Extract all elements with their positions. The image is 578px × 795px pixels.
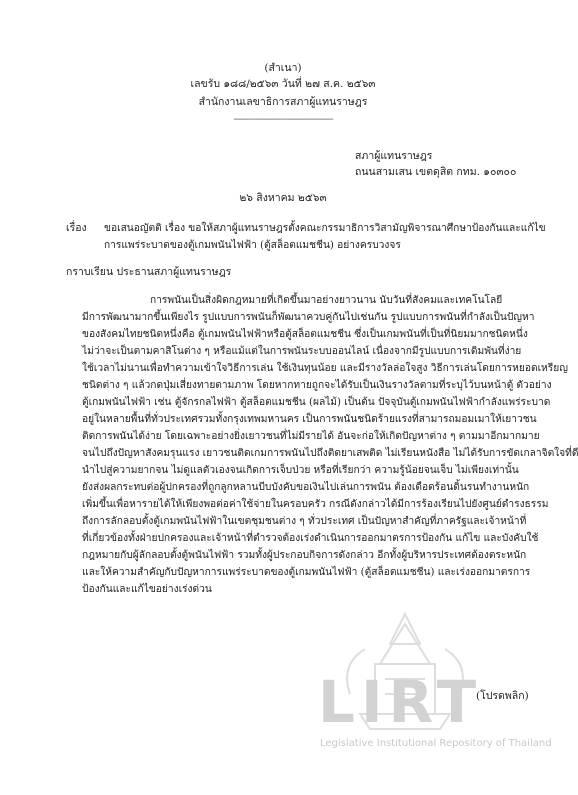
sender-address-line2: ถนนสามเสน เขตดุสิต กทม. ๑๐๓๐๐ [355,166,517,178]
subject-line2: การแพร่ระบาดของตู้เกมพนันไฟฟ้า (ตู้สล็อตแมชชีน) อย่างครบวงจร [104,240,401,251]
letter-date: ๒๖ สิงหาคม ๒๕๖๓ [239,192,327,204]
body-line: อยู่ในหลายพื้นที่ทั่วประเทศรวมทั้งกรุงเทพมหานคร เป็นการพนันชนิดร้ายแรงที่สามารถมอมเมาให้เยาวชน [82,414,537,425]
office-name: สำนักงานเลขาธิการสภาผู้แทนราษฎร [198,96,368,108]
header-divider: --------------------------------------- [233,113,333,125]
body-line: ถึงการลักลอบตั้งตู้เกมพนันไฟฟ้าในเขตชุมชนต่าง ๆ ทั่วประเทศ เป็นปัญหาสำคัญที่ภาครัฐและเจ้าหน้าที่ [82,516,527,527]
repository-caption: Legislative Institutional Repository of Thailand [320,738,552,749]
sender-address-line1: สภาผู้แทนราษฎร [355,150,433,162]
body-line: ที่เกี่ยวข้องทั้งฝ่ายปกครองและเจ้าหน้าที่ตำรวจต้องเร่งดำเนินการออกมาตรการป้องกัน แก้ไข และบังคับใช้ [82,533,539,544]
body-line: ของสังคมไทยชนิดหนึ่งคือ ตู้เกมพนันไฟฟ้าหรือตู้สล็อตแมชชีน ซึ่งเป็นเกมพนันที่เป็นที่นิยมมากชนิดหนึ่ง [82,329,528,340]
body-line: ติดการพนันได้ง่าย โดยเฉพาะอย่างยิ่งเยาวชนที่ไม่มีรายได้ อันจะก่อให้เกิดปัญหาต่าง ๆ ตามมาอีกมากมาย [82,431,540,442]
body-line: ป้องกันและแก้ไขอย่างเร่งด่วน [82,584,212,595]
body-line: ชนิดต่าง ๆ แล้วกดปุ่มเสี่ยงทายตามภาพ โดยหากทายถูกจะได้รับเป็นเงินรางวัลตามที่ระบุไว้บนหน้าตู้ ตัวอย่าง [82,380,552,391]
body-line: และให้ความสำคัญกับปัญหาการแพร่ระบาดของตู้เกมพนันไฟฟ้า (ตู้สล็อตแมชชีน) และเร่งออกมาตรการ [82,567,531,578]
body-line: ยังส่งผลกระทบต่อผู้ปกครองที่ถูกลูกหลานบีบบังคับขอเงินไปเล่นการพนัน ต้องเดือดร้อนดิ้นรนทำงานหนัก [82,482,530,493]
body-line: กฎหมายกับผู้ลักลอบตั้งตู้พนันไฟฟ้า รวมทั้งผู้ประกอบกิจการดังกล่าว อีกทั้งผู้บริหารประเทศต้องตระหนัก [82,550,527,561]
body-line: การพนันเป็นสิ่งผิดกฎหมายที่เกิดขึ้นมาอย่างยาวนาน นับวันที่สังคมและเทคโนโลยี [150,295,503,306]
body-line: ไม่ว่าจะเป็นตามคาสิโนต่าง ๆ หรือแม้แต่ในการพนันระบบออนไลน์ เนื่องจากมีรูปแบบการเดิมพันที่ง่าย [82,346,522,357]
page-turn-note: (โปรดพลิก) [476,690,529,702]
copy-note: (สำเนา) [264,62,302,74]
body-line: ตู้เกมพนันไฟฟ้า เช่น ตู้จักรกลไฟฟ้า ตู้สล็อตแมชชีน (ผลไม้) เป็นต้น ปัจจุบันตู้เกมพนันไฟฟ้ากำลังแพร่ระบาด [82,397,551,408]
subject-label: เรื่อง [66,222,87,234]
subject-line1: ขอเสนอญัตติ เรื่อง ขอให้สภาผู้แทนราษฎรตั้งคณะกรรมาธิการวิสามัญพิจารณาศึกษาป้องกันและแก้ไข [104,223,546,234]
body-line: จนไปถึงปัญหาสังคมรุนแรง เยาวชนติดเกมการพนันไปถึงติดยาเสพติด ไม่เรียนหนังสือ ไม่ได้รับการขัดเกลาจิตใจที่ดี [82,448,578,459]
body-line: มีการพัฒนามากขึ้นเพียงไร รูปแบบการพนันก็พัฒนาควบคู่กันไปเช่นกัน รูปแบบการพนันที่กำลังเป็นปัญหา [82,312,535,323]
receipt-number: เลขรับ ๑๘๘/๒๕๖๓ วันที่ ๒๗ ส.ค. ๒๕๖๓ [190,78,376,90]
lirt-logo-watermark: LIRT [318,668,483,736]
body-line: นำไปสู่ความยากจน ไม่ดูแลตัวเองจนเกิดการเจ็บป่วย หรือที่เรียกว่า ความรู้น้อยจนเจ็บ ไม่เพียงเท่านั้น [82,465,519,476]
salutation: กราบเรียน ประธานสภาผู้แทนราษฎร [66,266,232,278]
body-line: เพิ่มขึ้นเพื่อหารายได้ให้เพียงพอต่อค่าใช้จ่ายในครอบครัว กรณีดังกล่าวได้มีการร้องเรียนไปยังศูนย์ดำรงธรรม [82,499,549,510]
body-line: ใช้เวลาไม่นานเพื่อทำความเข้าใจวิธีการเล่น ใช้เงินทุนน้อย และมีรางวัลล่อใจสูง วิธีการเล่นโดยการหยอดเหรียญ [82,363,568,374]
